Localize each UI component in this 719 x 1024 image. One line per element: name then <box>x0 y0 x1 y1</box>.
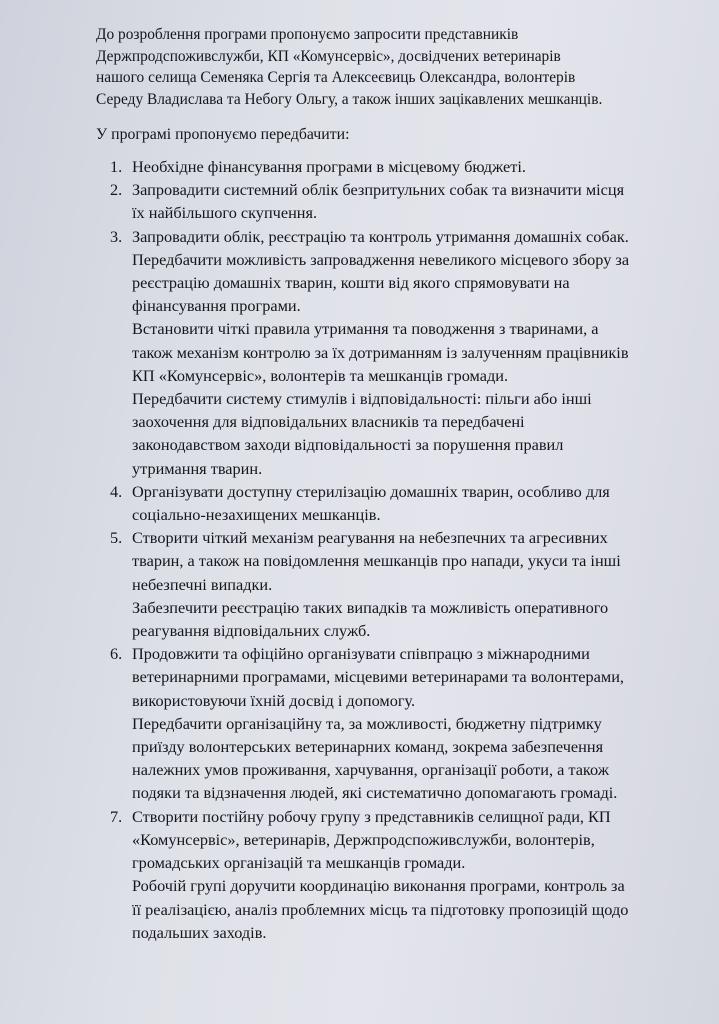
list-item-line: законодавством заходи відповідальності за порушення правил <box>132 435 564 455</box>
list-item-paragraph <box>132 642 702 712</box>
list-item-line: Необхідне фінансування програми в місцевому бюджеті. <box>132 157 526 176</box>
list-item-line: фінансування програми. <box>132 296 301 316</box>
list-item-number: 3. <box>110 226 123 246</box>
list-item-paragraph <box>132 387 702 480</box>
list-item-line: Робочій групі доручити координацію виконання програми, контроль за <box>132 876 625 896</box>
intro-line: Середу Владислава та Небогу Ольгу, а також інших зацікавлених мешканців. <box>96 90 603 108</box>
list-item-line: їх найбільшого скупчення. <box>132 203 318 223</box>
list-item-line: Передбачити організаційну та, за можливості, бюджетну підтримку <box>132 713 602 733</box>
list-item-line: Запровадити системний облік безпритульних собак та визначити місця <box>132 180 625 200</box>
list-item <box>102 526 702 642</box>
list-item <box>102 155 702 178</box>
list-item-line: утримання тварин. <box>132 458 263 478</box>
list-item-line: Забезпечити реєстрацію таких випадків та можливість оперативного <box>132 597 609 617</box>
intro-line: Держпродспоживслужби, КП «Комунсервіс», досвідчених ветеринарів <box>96 47 561 65</box>
list-item-line: реєстрацію домашніх тварин, кошти від якого спрямовувати на <box>132 273 570 293</box>
list-item-line: Створити постійну робочу групу з представників селищної ради, КП <box>132 806 611 826</box>
list-item-number: 5. <box>110 528 123 548</box>
list-item-line: соціально-незахищених мешканців. <box>132 505 381 525</box>
list-item-line: Продовжити та офіційно організувати співпрацю з міжнародними <box>132 644 590 664</box>
list-item-line: небезпечні випадки. <box>132 574 273 594</box>
list-item-line: Передбачити систему стимулів і відповідальності: пільги або інші <box>132 389 592 409</box>
list-item-paragraph <box>132 874 702 944</box>
list-item-line: КП «Комунсервіс», волонтерів та мешканців громади. <box>132 365 509 385</box>
list-item <box>102 642 702 804</box>
list-item-paragraph <box>132 712 702 805</box>
proposal-list <box>102 155 702 944</box>
list-item-paragraph <box>132 526 702 596</box>
list-item <box>102 805 702 944</box>
list-item-line: подальших заходів. <box>132 922 267 942</box>
list-item-paragraph <box>132 317 702 387</box>
list-item-line: також механізм контролю за їх дотриманням із залученням працівників <box>132 342 629 362</box>
list-item-line: реагування відповідальних служб. <box>132 621 371 641</box>
list-item-number: 2. <box>110 180 123 200</box>
intro-line: До розроблення програми пропонуємо запросити представників <box>96 26 519 43</box>
list-item-paragraph <box>132 178 702 224</box>
list-item <box>102 225 702 480</box>
list-item-line: Передбачити можливість запровадження невеликого місцевого збору за <box>132 249 630 269</box>
list-item-line: тварин, а також на повідомлення мешканців про напади, укуси та інші <box>132 551 621 571</box>
list-item-paragraph <box>132 596 702 642</box>
list-item-paragraph <box>132 225 702 318</box>
list-item-paragraph <box>132 155 702 178</box>
list-item-paragraph <box>132 805 702 875</box>
list-item-line: подяки та відзначення людей, які систематично допомагають громаді. <box>132 783 618 803</box>
list-item-line: використовуючи їхній досвід і допомогу. <box>132 690 416 710</box>
list-item-line: заохочення для відповідальних власників та передбачені <box>132 412 525 432</box>
list-lead-text: У програмі пропонуємо передбачити: <box>96 126 350 143</box>
list-item-line: Запровадити облік, реєстрацію та контроль утримання домашніх собак. <box>132 226 629 246</box>
list-item <box>102 480 702 526</box>
list-item <box>102 178 702 224</box>
list-item-line: Створити чіткий механізм реагування на небезпечних та агресивних <box>132 528 608 548</box>
list-item-paragraph <box>132 480 702 526</box>
list-item-number: 7. <box>110 806 123 826</box>
list-item-line: її реалізацією, аналіз проблемних місць та підготовку пропозицій щодо <box>132 899 629 919</box>
list-item-line: ветеринарними програмами, місцевими ветеринарами та волонтерами, <box>132 667 624 687</box>
list-item-line: належних умов проживання, харчування, організації роботи, а також <box>132 760 609 780</box>
list-item-line: Встановити чіткі правила утримання та поводження з тваринами, а <box>132 319 599 339</box>
list-item-line: Організувати доступну стерилізацію домашніх тварин, особливо для <box>132 481 610 501</box>
intro-line: нашого селища Семеняка Сергія та Алексеєвиць Олександра, волонтерів <box>96 69 576 86</box>
list-item-number: 6. <box>110 644 123 664</box>
list-item-line: громадських організацій та мешканців громади. <box>132 853 466 873</box>
list-item-line: «Комунсервіс», ветеринарів, Держпродспоживслужби, волонтерів, <box>132 829 595 849</box>
intro-paragraph <box>96 24 696 110</box>
list-item-number: 1. <box>110 157 123 176</box>
list-item-line: приїзду волонтерських ветеринарних команд, зокрема забезпечення <box>132 737 604 757</box>
list-item-number: 4. <box>110 481 123 501</box>
